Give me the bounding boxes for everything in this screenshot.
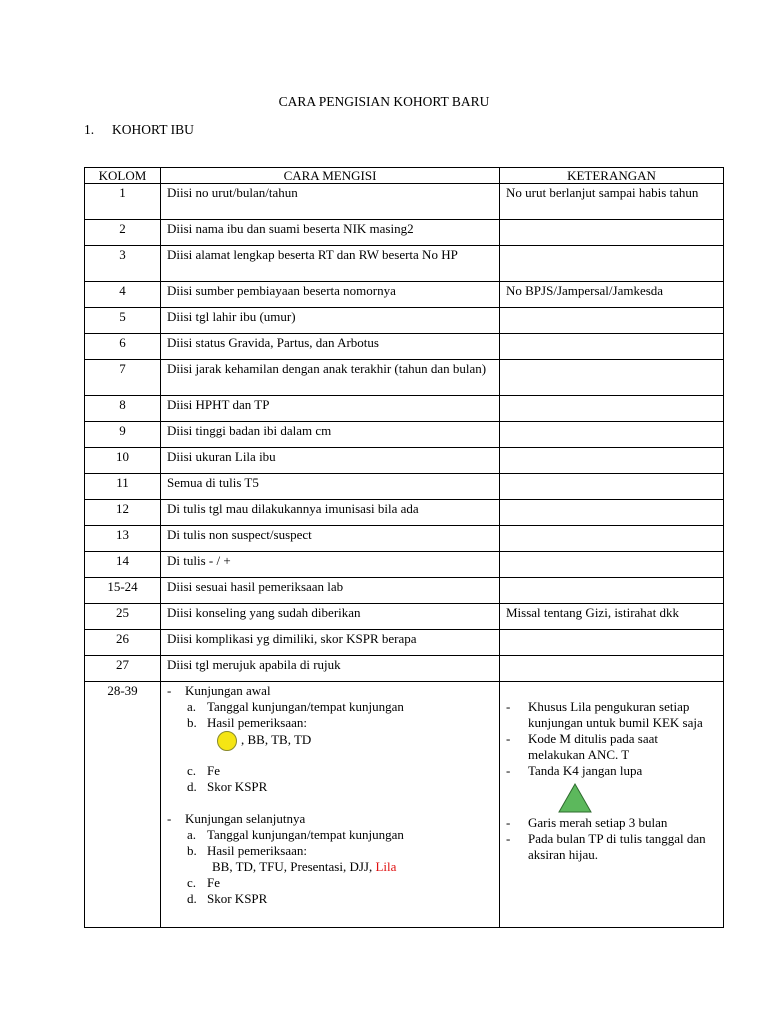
list-item: - Garis merah setiap 3 bulan xyxy=(506,815,668,830)
header-kolom: KOLOM xyxy=(85,168,161,184)
kolom-cell: 9 xyxy=(85,422,161,448)
ket-cell xyxy=(500,552,724,578)
cara-cell: Di tulis tgl mau dilakukannya imunisasi bila ada xyxy=(161,500,500,526)
kolom-cell: 4 xyxy=(85,282,161,308)
kolom-cell: 3 xyxy=(85,246,161,282)
table-row xyxy=(85,552,724,578)
cara-cell: Diisi komplikasi yg dimiliki, skor KSPR berapa xyxy=(161,630,500,656)
section-heading xyxy=(84,122,194,138)
yellow-circle-icon xyxy=(217,731,237,751)
kolom-cell: 15-24 xyxy=(85,578,161,604)
ket-cell xyxy=(500,422,724,448)
list-item: b. Hasil pemeriksaan: xyxy=(187,715,307,730)
table-row xyxy=(85,630,724,656)
kolom-cell: 14 xyxy=(85,552,161,578)
list-item: - Kode M ditulis pada saat melakukan ANC. T xyxy=(506,731,658,762)
cara-cell: Diisi tgl lahir ibu (umur) xyxy=(161,308,500,334)
cara-cell-kunjungan xyxy=(161,682,500,928)
ket-cell xyxy=(500,308,724,334)
table-row xyxy=(85,184,724,220)
list-item: c. Fe xyxy=(187,763,220,778)
kolom-cell: 2 xyxy=(85,220,161,246)
kolom-cell: 8 xyxy=(85,396,161,422)
cara-cell: Diisi status Gravida, Partus, dan Arbotus xyxy=(161,334,500,360)
table-row-kunjungan xyxy=(85,682,724,928)
ket-cell: No BPJS/Jampersal/Jamkesda xyxy=(500,282,724,308)
cara-cell: Semua di tulis T5 xyxy=(161,474,500,500)
kolom-cell: 5 xyxy=(85,308,161,334)
section-number: 1. xyxy=(84,122,95,137)
table-row xyxy=(85,396,724,422)
list-item-detail: , BB, TB, TD xyxy=(167,731,493,751)
list-item-detail: BB, TD, TFU, Presentasi, DJJ, Lila xyxy=(212,859,397,874)
table-row xyxy=(85,474,724,500)
kolom-cell: 28-39 xyxy=(85,682,161,928)
table-row xyxy=(85,246,724,282)
table-row xyxy=(85,500,724,526)
ket-cell xyxy=(500,474,724,500)
cara-cell: Diisi sesuai hasil pemeriksaan lab xyxy=(161,578,500,604)
list-item: - Pada bulan TP di tulis tanggal dan aksiran hijau. xyxy=(506,831,706,862)
kohort-table xyxy=(84,167,724,928)
ket-cell: No urut berlanjut sampai habis tahun xyxy=(500,184,724,220)
kunjungan-selanjutnya-heading: - Kunjungan selanjutnya xyxy=(167,811,306,826)
cara-cell: Diisi ukuran Lila ibu xyxy=(161,448,500,474)
kolom-cell: 6 xyxy=(85,334,161,360)
cara-cell: Di tulis - / + xyxy=(161,552,500,578)
cara-cell: Diisi tinggi badan ibi dalam cm xyxy=(161,422,500,448)
table-row xyxy=(85,308,724,334)
ket-cell xyxy=(500,500,724,526)
cara-cell: Di tulis non suspect/suspect xyxy=(161,526,500,552)
cara-cell: Diisi nama ibu dan suami beserta NIK masing2 xyxy=(161,220,500,246)
ket-cell xyxy=(500,526,724,552)
table-row xyxy=(85,282,724,308)
cara-cell: Diisi sumber pembiayaan beserta nomornya xyxy=(161,282,500,308)
ket-cell xyxy=(500,360,724,396)
table-row xyxy=(85,360,724,396)
table-row xyxy=(85,422,724,448)
list-item: - Khusus Lila pengukuran setiap kunjungan untuk bumil KEK saja xyxy=(506,699,703,730)
kolom-cell: 11 xyxy=(85,474,161,500)
table-row xyxy=(85,526,724,552)
section-label: KOHORT IBU xyxy=(112,122,194,137)
list-item: d. Skor KSPR xyxy=(187,779,268,794)
kolom-cell: 26 xyxy=(85,630,161,656)
ket-cell xyxy=(500,578,724,604)
kunjungan-awal-heading: - Kunjungan awal xyxy=(167,683,271,698)
kolom-cell: 1 xyxy=(85,184,161,220)
ket-cell-kunjungan xyxy=(500,682,724,928)
ket-cell xyxy=(500,334,724,360)
ket-cell xyxy=(500,220,724,246)
list-item: a. Tanggal kunjungan/tempat kunjungan xyxy=(187,827,404,842)
ket-cell xyxy=(500,630,724,656)
cara-cell: Diisi alamat lengkap beserta RT dan RW beserta No HP xyxy=(161,246,500,282)
ket-cell xyxy=(500,448,724,474)
list-item: d. Skor KSPR xyxy=(187,891,268,906)
kolom-cell: 7 xyxy=(85,360,161,396)
cara-cell: Diisi jarak kehamilan dengan anak terakhir (tahun dan bulan) xyxy=(161,360,500,396)
table-row xyxy=(85,334,724,360)
header-cara-mengisi: CARA MENGISI xyxy=(161,168,500,184)
list-item: c. Fe xyxy=(187,875,220,890)
kolom-cell: 10 xyxy=(85,448,161,474)
kolom-cell: 12 xyxy=(85,500,161,526)
header-keterangan: KETERANGAN xyxy=(500,168,724,184)
cara-cell: Diisi HPHT dan TP xyxy=(161,396,500,422)
table-row xyxy=(85,578,724,604)
table-row xyxy=(85,604,724,630)
ket-cell xyxy=(500,656,724,682)
cara-cell: Diisi konseling yang sudah diberikan xyxy=(161,604,500,630)
kolom-cell: 27 xyxy=(85,656,161,682)
page-title: CARA PENGISIAN KOHORT BARU xyxy=(278,94,490,109)
ket-cell xyxy=(500,246,724,282)
list-item: b. Hasil pemeriksaan: xyxy=(187,843,307,858)
table-row xyxy=(85,220,724,246)
kolom-cell: 13 xyxy=(85,526,161,552)
table-row xyxy=(85,656,724,682)
list-item: a. Tanggal kunjungan/tempat kunjungan xyxy=(187,699,404,714)
lila-highlight: Lila xyxy=(375,859,397,874)
kolom-cell: 25 xyxy=(85,604,161,630)
cara-cell: Diisi no urut/bulan/tahun xyxy=(161,184,500,220)
green-triangle-icon xyxy=(558,783,592,813)
table-row xyxy=(85,448,724,474)
cara-cell: Diisi tgl merujuk apabila di rujuk xyxy=(161,656,500,682)
ket-cell: Missal tentang Gizi, istirahat dkk xyxy=(500,604,724,630)
list-item: - Tanda K4 jangan lupa xyxy=(506,763,643,778)
table-header-row xyxy=(85,168,724,184)
ket-cell xyxy=(500,396,724,422)
